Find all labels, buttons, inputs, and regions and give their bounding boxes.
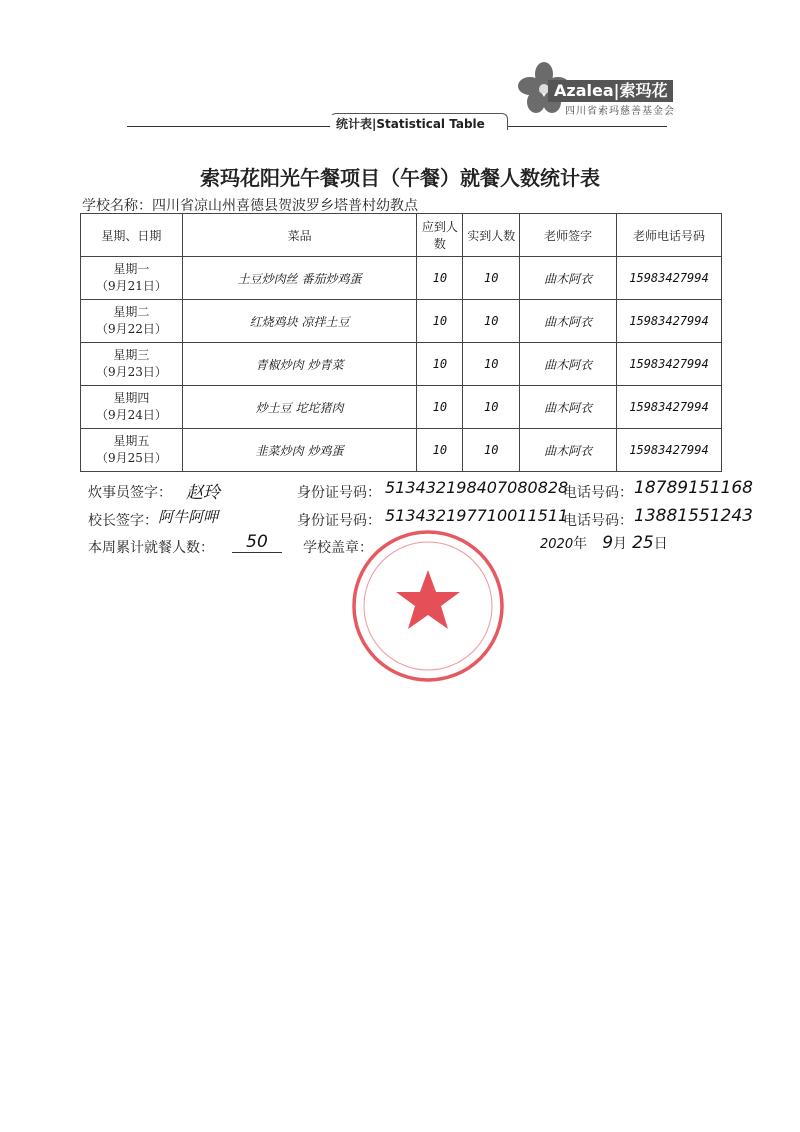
principal-signature: 阿牛阿呷 <box>158 508 219 526</box>
expected-cell: 10 <box>417 343 463 386</box>
header-teacher-phone: 老师电话号码 <box>617 214 722 257</box>
meal-statistics-table <box>80 213 722 472</box>
day-char: 日 <box>653 536 668 552</box>
cook-signature: 赵玲 <box>186 483 220 503</box>
date-year: 2020 <box>540 537 574 552</box>
principal-id-label: 身份证号码： <box>297 513 381 529</box>
weekday: 星期四 <box>113 391 150 405</box>
date: （9月23日） <box>95 365 167 379</box>
expected-cell: 10 <box>417 300 463 343</box>
teacher-phone-cell: 15983427994 <box>617 257 722 300</box>
table-header-row <box>81 214 722 257</box>
day-cell <box>81 300 183 343</box>
brand-logo-text: Azalea|索玛花 <box>548 80 673 102</box>
month-char: 月 <box>613 536 628 552</box>
cook-phone-label: 电话号码： <box>563 485 633 501</box>
teacher-phone-cell: 15983427994 <box>617 343 722 386</box>
date: （9月21日） <box>95 279 167 293</box>
sign-date <box>540 533 668 553</box>
teacher-sign-cell: 曲木阿衣 <box>520 343 617 386</box>
teacher-sign-cell: 曲木阿衣 <box>520 300 617 343</box>
day-cell <box>81 257 183 300</box>
header-day: 星期、日期 <box>81 214 183 257</box>
teacher-phone-cell: 15983427994 <box>617 386 722 429</box>
date: （9月24日） <box>95 408 167 422</box>
weekday: 星期一 <box>113 262 150 276</box>
table-row <box>81 386 722 429</box>
principal-phone-label: 电话号码： <box>563 513 633 529</box>
table-row <box>81 429 722 472</box>
header-expected: 应到人数 <box>417 214 463 257</box>
table-row <box>81 300 722 343</box>
teacher-sign-cell: 曲木阿衣 <box>520 386 617 429</box>
school-name: 学校名称：四川省凉山州喜德县贺波罗乡塔普村幼教点 <box>82 198 418 214</box>
actual-cell: 10 <box>463 257 520 300</box>
school-seal-stamp-icon <box>350 528 506 684</box>
header-teacher-sign: 老师签字 <box>520 214 617 257</box>
menu-cell: 青椒炒肉 炒青菜 <box>182 343 417 386</box>
teacher-phone-cell: 15983427994 <box>617 429 722 472</box>
weekday: 星期五 <box>113 434 150 448</box>
weekly-total-value: 50 <box>232 532 282 553</box>
day-cell <box>81 386 183 429</box>
cook-id-label: 身份证号码： <box>297 485 381 501</box>
expected-cell: 10 <box>417 386 463 429</box>
menu-cell: 土豆炒肉丝 番茄炒鸡蛋 <box>182 257 417 300</box>
foundation-name: 四川省索玛慈善基金会 <box>565 106 675 117</box>
table-row <box>81 343 722 386</box>
menu-cell: 韭菜炒肉 炒鸡蛋 <box>182 429 417 472</box>
year-char: 年 <box>573 536 588 552</box>
actual-cell: 10 <box>463 300 520 343</box>
cook-phone-number: 18789151168 <box>634 478 753 498</box>
date-month: 9 <box>602 533 614 553</box>
teacher-sign-cell: 曲木阿衣 <box>520 257 617 300</box>
cook-id-number: 513432198407080828 <box>385 478 569 497</box>
date-day: 25 <box>632 533 654 553</box>
cook-label: 炊事员签字： <box>88 485 172 501</box>
school-seal-label: 学校盖章： <box>303 540 373 556</box>
expected-cell: 10 <box>417 429 463 472</box>
date: （9月25日） <box>95 451 167 465</box>
header-actual: 实到人数 <box>463 214 520 257</box>
teacher-sign-cell: 曲木阿衣 <box>520 429 617 472</box>
principal-id-number: 513432197710011511 <box>385 506 569 525</box>
expected-cell: 10 <box>417 257 463 300</box>
actual-cell: 10 <box>463 343 520 386</box>
header-menu: 菜品 <box>182 214 417 257</box>
date: （9月22日） <box>95 322 167 336</box>
actual-cell: 10 <box>463 429 520 472</box>
weekday: 星期三 <box>113 348 150 362</box>
menu-cell: 红烧鸡块 凉拌土豆 <box>182 300 417 343</box>
weekday: 星期二 <box>113 305 150 319</box>
weekly-total-label: 本周累计就餐人数： <box>88 540 214 556</box>
principal-phone-number: 13881551243 <box>634 506 753 526</box>
day-cell <box>81 343 183 386</box>
menu-cell: 炒土豆 坨坨猪肉 <box>182 386 417 429</box>
page-title: 索玛花阳光午餐项目（午餐）就餐人数统计表 <box>200 166 600 190</box>
actual-cell: 10 <box>463 386 520 429</box>
day-cell <box>81 429 183 472</box>
section-tab-label: 统计表|Statistical Table <box>330 115 491 132</box>
principal-label: 校长签字： <box>88 513 158 529</box>
teacher-phone-cell: 15983427994 <box>617 300 722 343</box>
table-row <box>81 257 722 300</box>
